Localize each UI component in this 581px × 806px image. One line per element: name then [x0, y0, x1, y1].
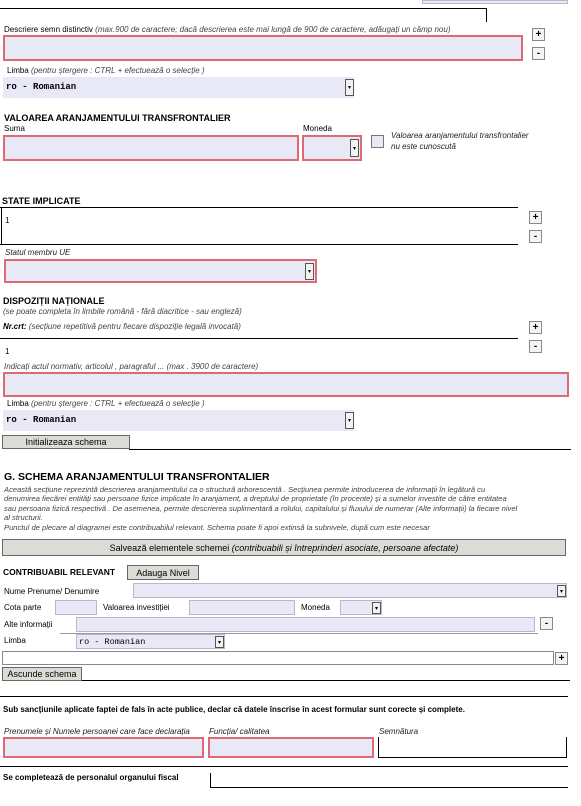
- plus-icon: +: [532, 321, 539, 333]
- subnivel-plus-button[interactable]: [555, 652, 568, 665]
- contribuabil-title: CONTRIBUABIL RELEVANT: [3, 567, 116, 577]
- statul-select[interactable]: [4, 259, 317, 283]
- dropdown-arrow-icon[interactable]: ▾: [305, 263, 314, 280]
- dropdown-arrow-icon[interactable]: ▾: [557, 585, 566, 597]
- descriere-limba-hint: (pentru ștergere : CTRL + efectuează o selecție ): [31, 66, 205, 75]
- subnivel-row: [2, 651, 554, 665]
- dispozitii-row-number: 1: [5, 347, 10, 356]
- ascunde-divider: [82, 680, 570, 681]
- functia-input[interactable]: [208, 737, 374, 758]
- salveaza-sub-label: (contribuabili și întreprinderi asociate, persoane afectate): [231, 542, 459, 553]
- semnatura-field[interactable]: [378, 737, 566, 758]
- dispozitii-minus-button[interactable]: [529, 340, 542, 353]
- initializeaza-schema-button[interactable]: Initializeaza schema: [2, 435, 130, 449]
- minus-icon: -: [533, 340, 538, 352]
- prenume-input[interactable]: [3, 737, 204, 758]
- declaratie-top-divider: [0, 696, 568, 697]
- dispozitii-plus-button[interactable]: [529, 321, 542, 334]
- alte-label: Alte informații: [4, 620, 53, 629]
- descriere-label-row: [4, 25, 450, 34]
- alte-minus-button[interactable]: [540, 617, 553, 630]
- dispozitii-limba-hint: (pentru ștergere : CTRL + efectuează o selecție ): [31, 399, 205, 408]
- cota-input[interactable]: [55, 600, 97, 615]
- fiscal-top-divider: [0, 766, 568, 767]
- statul-label: Statul membru UE: [5, 248, 71, 257]
- top-partial-field[interactable]: [422, 0, 568, 4]
- salveaza-main-label: Salvează elementele schemei: [109, 542, 230, 553]
- semnatura-label: Semnătura: [379, 727, 419, 736]
- state-divider: [0, 207, 518, 208]
- schema-top-divider: [129, 449, 571, 450]
- schema-moneda-select[interactable]: [340, 600, 382, 615]
- dispozitii-title: DISPOZIȚII NAȚIONALE: [3, 296, 105, 306]
- schema-para-line: denumirea fiecărei entități sau persoane fizice implicate în aranjament, a dreptului de proprietate (în procente) și a sumelor investite de către entitatea: [4, 494, 507, 504]
- dispozitii-limba-select[interactable]: [3, 410, 354, 431]
- valoare-necunoscuta-checkbox[interactable]: [371, 135, 384, 148]
- valoarea-moneda-select[interactable]: [302, 135, 362, 161]
- descriere-limba-label-row: [7, 66, 205, 75]
- plus-icon: +: [535, 28, 542, 40]
- state-bottom-line: [0, 244, 518, 245]
- fiscal-underline: [210, 787, 568, 788]
- nrcrt-row: [3, 322, 241, 331]
- dispozitii-limba-label-row: [7, 399, 205, 408]
- descriere-limba-label: Limba: [7, 66, 29, 75]
- descriere-minus-button[interactable]: [532, 47, 545, 60]
- suma-input[interactable]: [3, 135, 299, 161]
- dispozitii-limba-value: ro - Romanian: [6, 415, 77, 425]
- minus-icon: -: [544, 617, 549, 629]
- dropdown-arrow-icon[interactable]: ▾: [215, 636, 224, 648]
- adauga-nivel-button[interactable]: Adauga Nivel: [127, 565, 199, 580]
- plus-icon: +: [558, 652, 565, 664]
- dropdown-arrow-icon[interactable]: ▾: [372, 602, 381, 614]
- descriere-label: Descriere semn distinctiv: [4, 25, 93, 34]
- schema-para-line: Punctul de plecare al diagramei este contribuabilul relevant. Schema poate fi apoi extinsă la subnivele, după cum este necesar: [4, 522, 430, 532]
- act-hint: Indicați actul normativ, articolul , paragraful ... (max . 3900 de caractere): [4, 362, 259, 371]
- schema-limba-label: Limba: [4, 636, 26, 645]
- state-row-number: 1: [5, 216, 10, 225]
- valoarea-investitiei-label: Valoarea investiției: [103, 603, 170, 612]
- nrcrt-hint: (secțiune repetitivă pentru fiecare dispoziție legală invocată): [28, 322, 241, 331]
- fiscal-label: Se completează de personalul organului fiscal: [3, 773, 179, 782]
- nrcrt-label: Nr.crt:: [3, 322, 27, 331]
- schema-para-line: al structurii.: [4, 513, 43, 523]
- act-input[interactable]: [3, 372, 569, 397]
- checkbox-label-1: Valoarea aranjamentului transfrontalier: [391, 131, 529, 140]
- dispozitii-subtitle: (se poate completa în limbile română - fără diacritice - sau engleză): [3, 307, 242, 316]
- dropdown-arrow-icon[interactable]: ▾: [350, 139, 359, 157]
- salveaza-schema-button[interactable]: [2, 539, 566, 556]
- prenume-label: Prenumele și Numele persoanei care face declarația: [4, 727, 190, 736]
- descriere-limba-value: ro - Romanian: [6, 82, 77, 92]
- schema-limba-value: ro - Romanian: [79, 637, 146, 647]
- dispozitii-limba-label: Limba: [7, 399, 29, 408]
- checkbox-label-2: nu este cunoscută: [391, 142, 456, 151]
- suma-label: Suma: [4, 124, 25, 133]
- nume-select[interactable]: [133, 583, 567, 598]
- descriere-limba-select[interactable]: [3, 77, 354, 98]
- minus-icon: -: [533, 230, 538, 242]
- state-left-line: [1, 207, 2, 245]
- fiscal-vertical-line: [210, 773, 211, 787]
- descriere-plus-button[interactable]: [532, 28, 545, 41]
- top-divider: [0, 8, 486, 9]
- schema-title: G. SCHEMA ARANJAMENTULUI TRANSFRONTALIER: [4, 471, 270, 483]
- state-plus-button[interactable]: [529, 211, 542, 224]
- schema-para-line: sau persoana fizică respectivă . De asemenea, permite descrierea suplimentară a rolului, capitalului și fluxului de numerar (Alte informații) la fiecare nivel: [4, 503, 518, 513]
- descriere-hint: (max.900 de caractere; dacă descrierea este mai lungă de 900 de caractere, adăugați un câmp nou): [95, 25, 451, 34]
- descriere-input[interactable]: [3, 35, 523, 61]
- schema-para-line: Această secțiune reprezintă descrierea aranjamentului ca o structură arborescentă . Secțiunea permite introducerea de informații în legătură cu: [4, 485, 486, 494]
- schema-moneda-label: Moneda: [301, 603, 330, 612]
- state-title: STATE IMPLICATE: [2, 196, 81, 206]
- valoarea-title: VALOAREA ARANJAMENTULUI TRANSFRONTALIER: [4, 113, 231, 123]
- schema-description: [4, 485, 559, 532]
- semnatura-right-line: [566, 737, 567, 758]
- state-minus-button[interactable]: [529, 230, 542, 243]
- declaratie-text: Sub sancțiunile aplicate faptei de fals în acte publice, declar că datele înscrise în acest formular sunt corecte și complete.: [3, 705, 465, 714]
- nume-label: Nume Prenume/ Denumire: [4, 587, 100, 596]
- functia-label: Funcția/ calitatea: [209, 727, 270, 736]
- cota-label: Cota parte: [4, 603, 42, 612]
- valoarea-moneda-label: Moneda: [303, 124, 332, 133]
- dropdown-arrow-icon[interactable]: ▾: [345, 79, 354, 96]
- minus-icon: -: [536, 47, 541, 59]
- dropdown-arrow-icon[interactable]: ▾: [345, 412, 354, 429]
- valoarea-investitiei-input[interactable]: [189, 600, 295, 615]
- plus-icon: +: [532, 211, 539, 223]
- ascunde-schema-button[interactable]: Ascunde schema: [2, 667, 82, 681]
- alte-input[interactable]: [76, 617, 535, 632]
- dispozitii-divider: [0, 338, 518, 339]
- schema-limba-select[interactable]: [76, 634, 225, 649]
- top-vertical-divider: [486, 8, 487, 22]
